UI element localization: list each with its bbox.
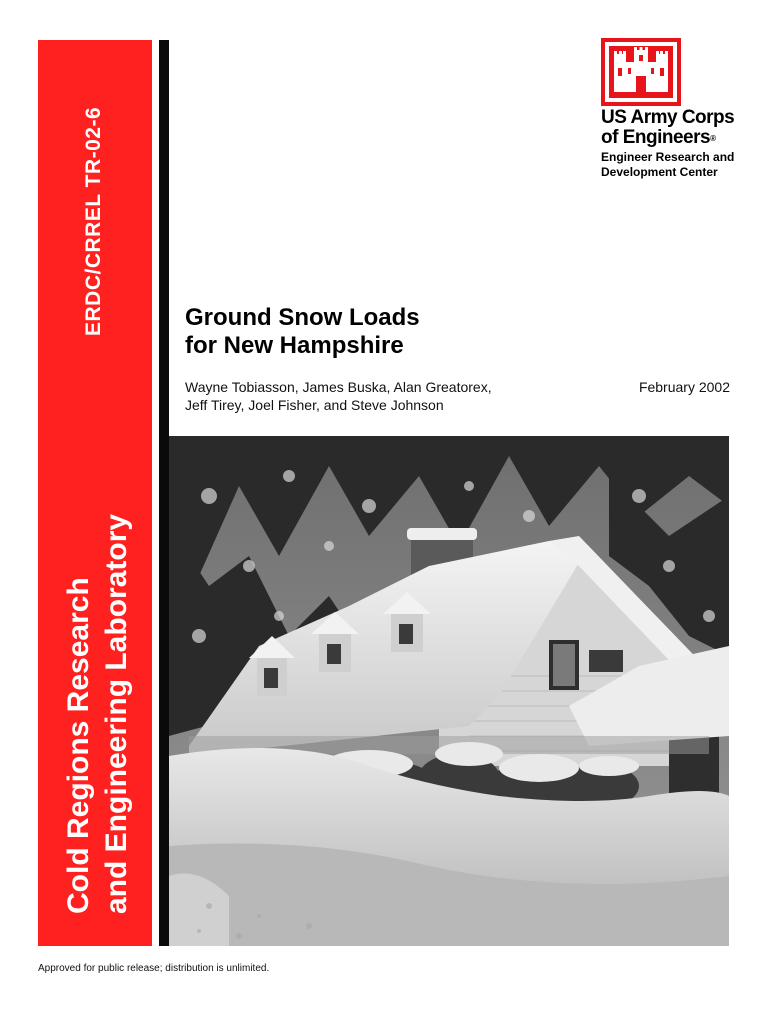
org-name-line1: US Army Corps [601, 107, 735, 128]
author-list [185, 378, 492, 414]
lab-name [60, 514, 136, 914]
lab-name-line1: Cold Regions Research [62, 577, 95, 914]
report-title-line1: Ground Snow Loads [185, 304, 420, 331]
org-name [601, 108, 734, 149]
distribution-statement: Approved for public release; distribution is unlimited. [38, 963, 270, 974]
center-name [601, 150, 734, 180]
center-name-line2: Development Center [601, 165, 718, 179]
cover-photo [169, 436, 729, 946]
org-name-line2-text: of Engineers [601, 127, 711, 148]
publication-date: February 2002 [638, 379, 730, 395]
lab-name-line2: and Engineering Laboratory [100, 513, 133, 914]
author-line1: Wayne Tobiasson, James Buska, Alan Greatorex, [185, 379, 492, 395]
org-name-line2 [601, 128, 734, 149]
center-name-line1: Engineer Research and [601, 150, 735, 164]
report-title-line2: for New Hampshire [185, 332, 404, 359]
report-title [185, 304, 420, 360]
registered-mark: ® [710, 134, 716, 143]
castle-icon [601, 38, 681, 106]
author-line2: Jeff Tirey, Joel Fisher, and Steve Johnson [185, 397, 444, 413]
black-divider-bar [159, 40, 169, 946]
snow-house-illustration [169, 436, 729, 946]
report-number: ERDC/CRREL TR-02-6 [82, 106, 105, 336]
